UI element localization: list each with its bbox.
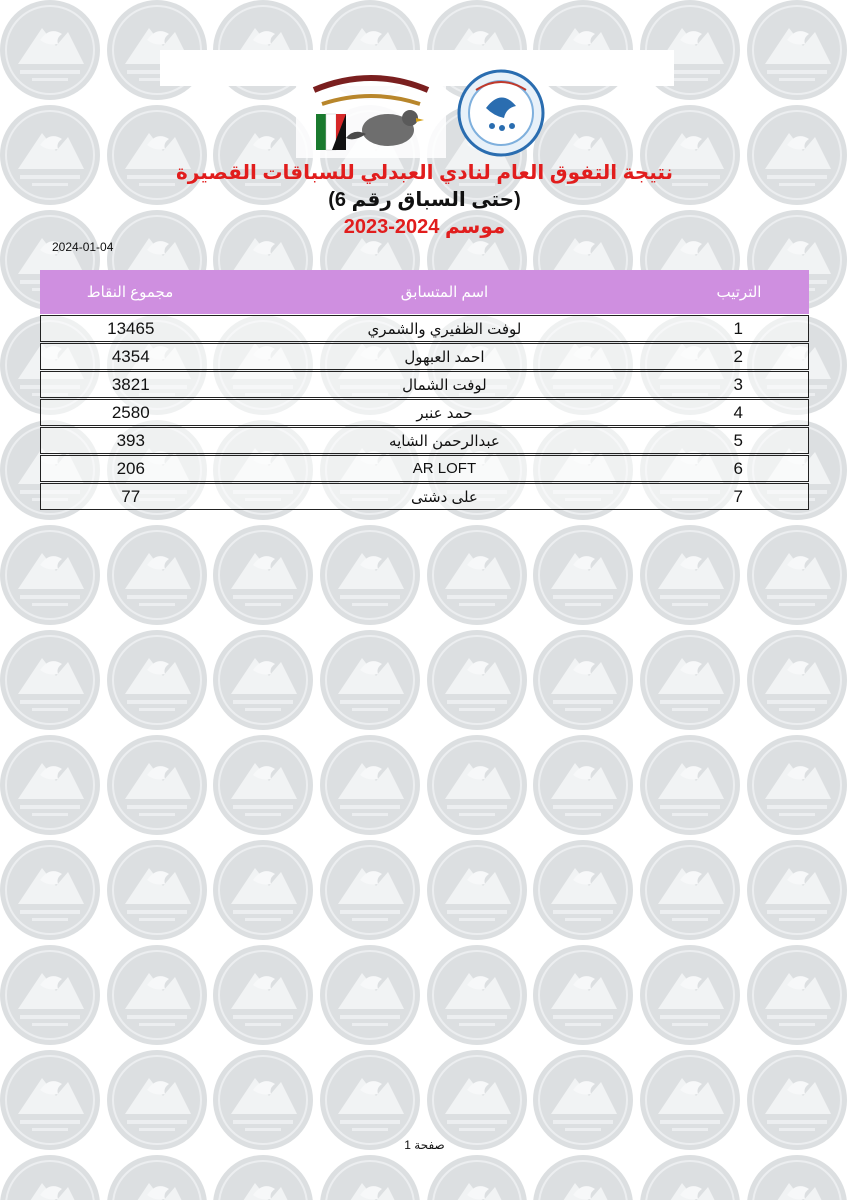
points-cell: 3821 [111,374,150,394]
table-header [40,270,809,314]
season-years: 2023-2024 [343,216,440,238]
rank-cell: 3 [733,374,743,394]
rank-cell: 5 [733,430,743,450]
season-label: موسم [444,216,506,238]
table-row [40,343,809,370]
report-title [0,160,849,241]
table-row [40,483,809,510]
points-cell: 393 [116,430,145,450]
header-rank: الترتيب [716,284,762,301]
points-cell: 77 [121,486,141,506]
rank-cell: 6 [733,458,743,478]
table-row [40,315,809,342]
round-club-emblem-icon [456,68,546,158]
points-cell: 4354 [111,346,150,366]
page-number: صفحة 1 [404,1138,445,1152]
season-line [0,214,849,241]
name-cell: احمد العبهول [404,348,485,366]
header-name: اسم المتسابق [400,284,489,301]
table-row [40,399,809,426]
kuwait-racing-pigeon-club-logo [296,70,446,158]
points-cell: 13465 [107,318,155,338]
name-cell: لوفت الشمال [402,376,487,394]
name-cell: على دشتى [411,488,478,506]
report-date: 2024-01-04 [52,240,114,254]
pigeons-birds-sports-club-logo [456,68,546,158]
table-row [40,427,809,454]
rank-cell: 2 [733,346,743,366]
name-cell: لوفت الظفيري والشمري [367,320,522,338]
points-cell: 2580 [111,402,150,422]
rank-cell: 4 [733,402,743,422]
results-table [40,270,809,510]
name-cell: AR LOFT [412,460,477,477]
points-cell: 206 [116,458,145,478]
name-cell: حمد عنبر [416,404,473,422]
table-row [40,371,809,398]
name-cell: عبدالرحمن الشايه [389,432,500,450]
title-line-1: نتيجة التفوق العام لنادي العبدلي للسباقات القصيرة [175,162,674,184]
rank-cell: 7 [733,486,743,506]
header-points: مجموع النقاط [86,284,174,301]
title-line-2: (حتى السباق رقم 6) [328,189,521,211]
club-logo-icon [296,70,446,158]
table-row [40,455,809,482]
rank-cell: 1 [733,318,743,338]
